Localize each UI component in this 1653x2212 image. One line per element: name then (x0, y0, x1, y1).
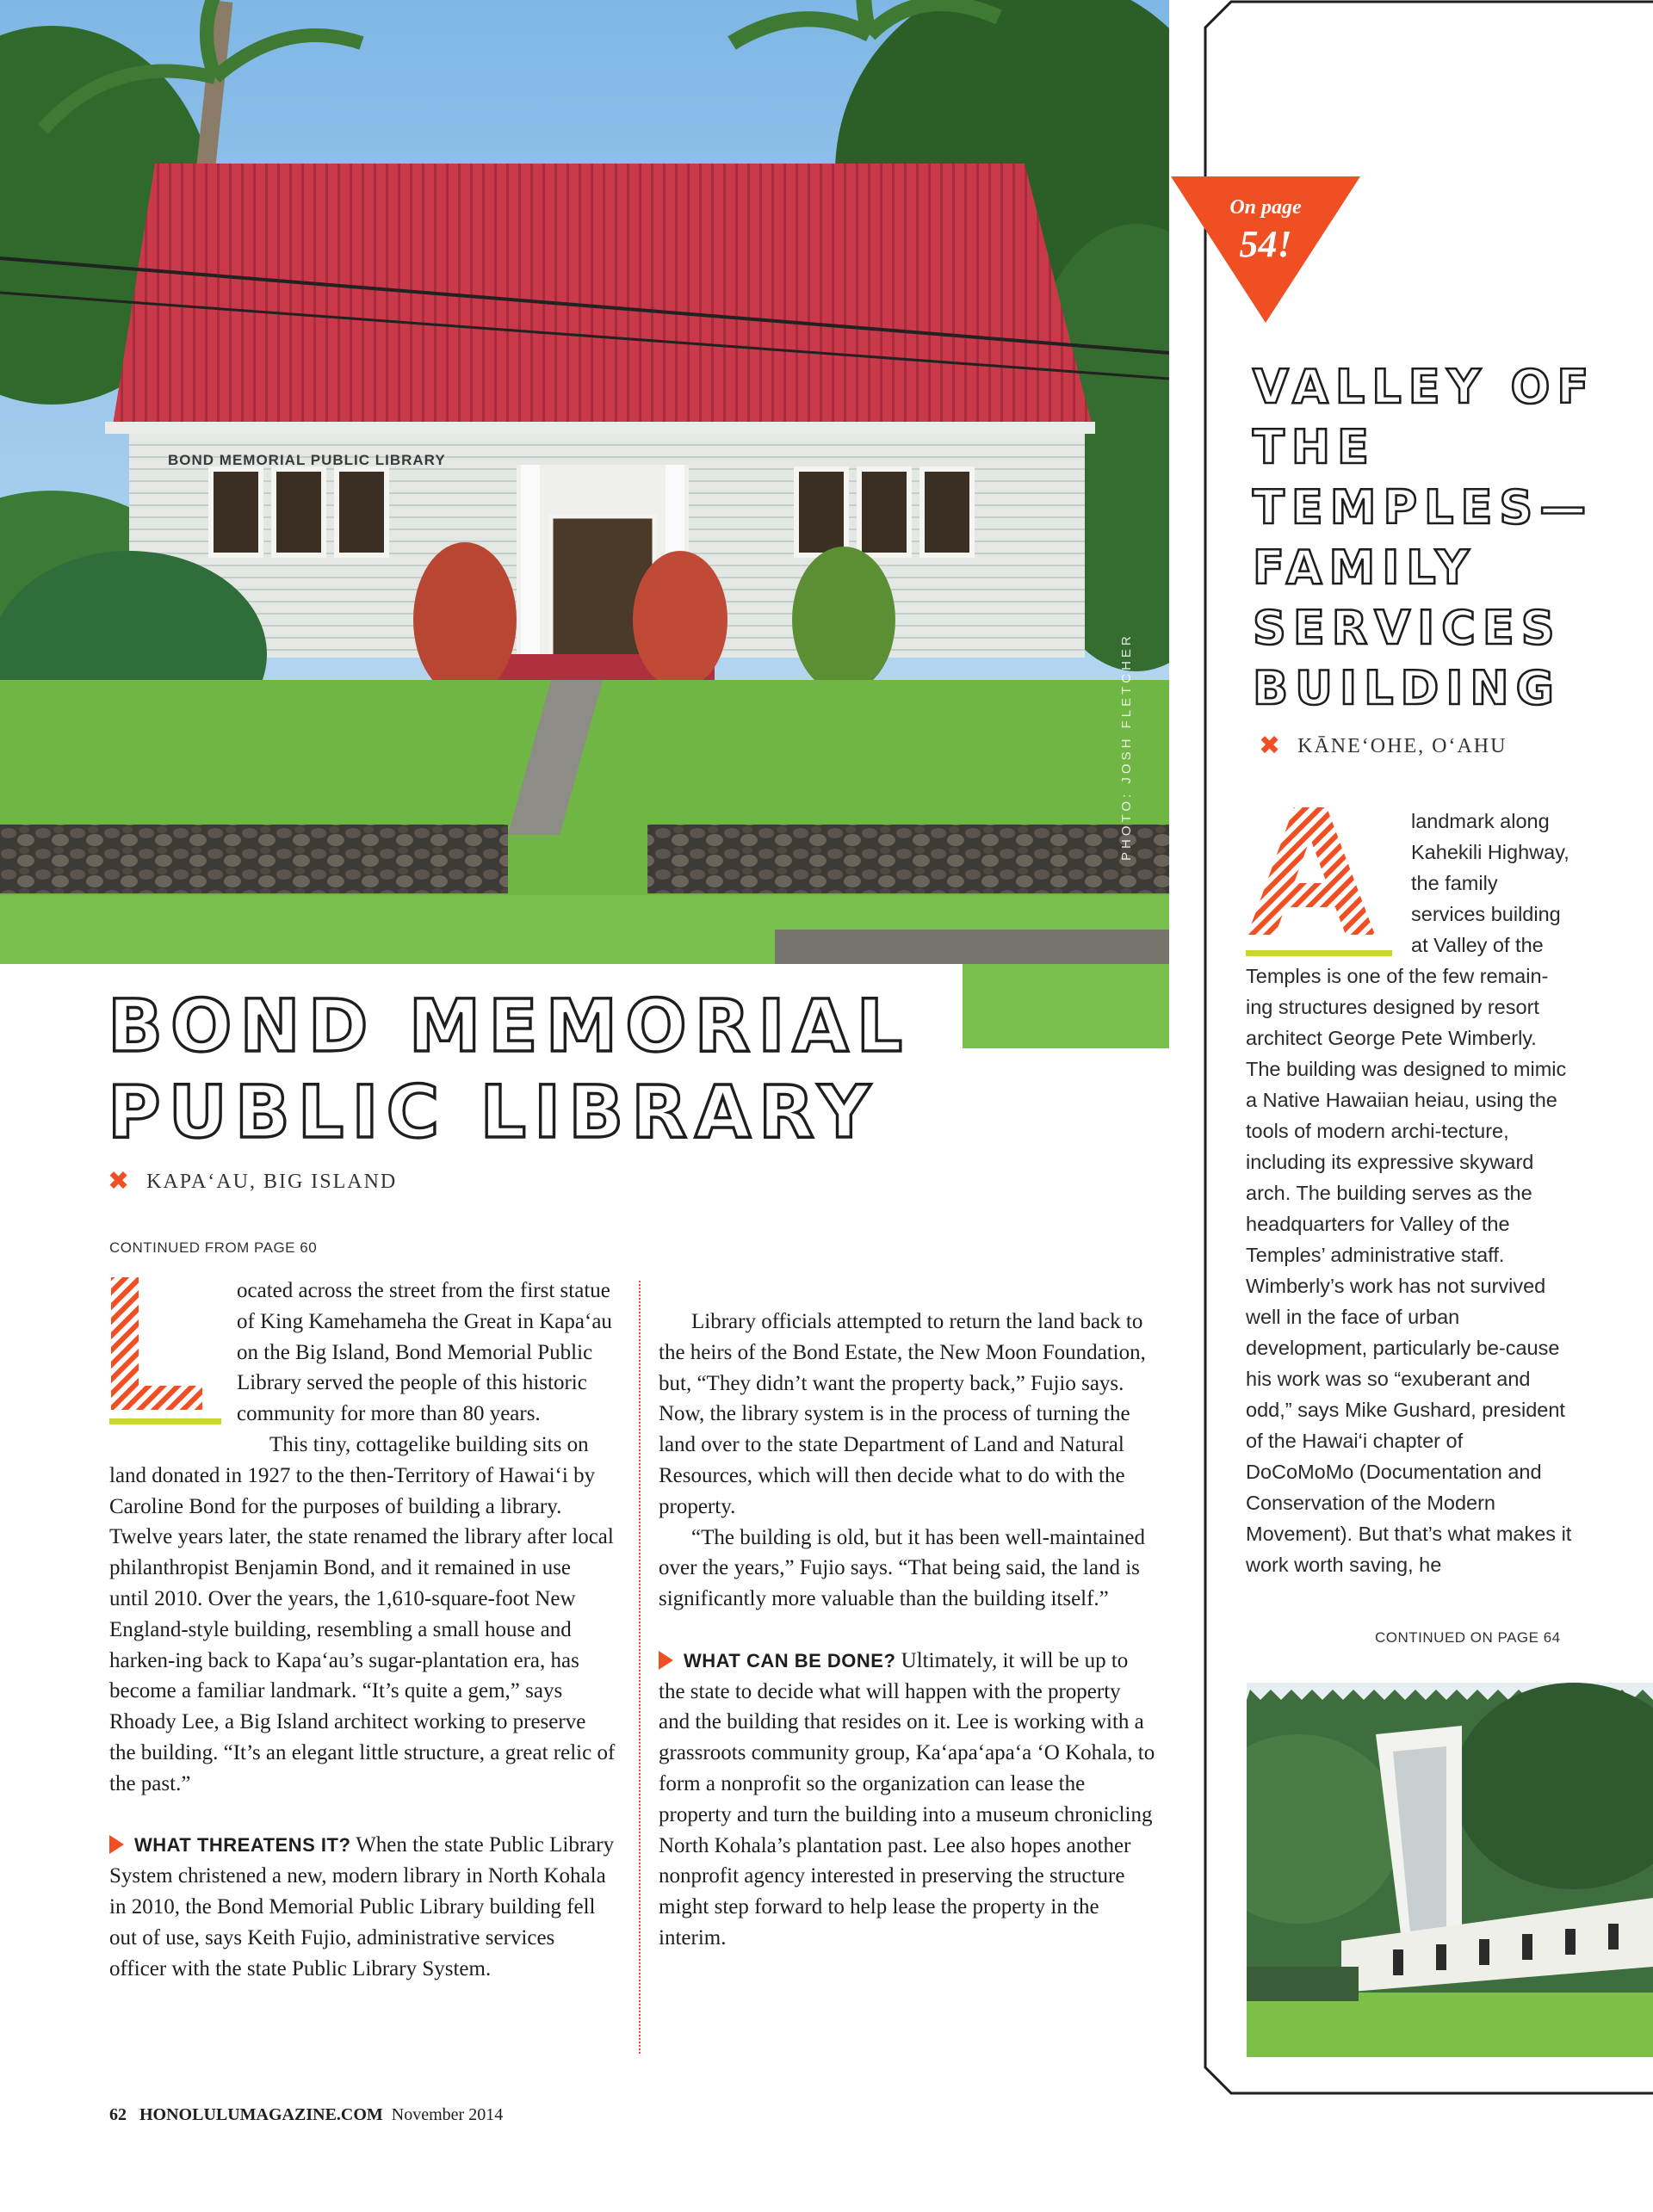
issue-date: November 2014 (391, 2105, 504, 2124)
action-paragraph (659, 1646, 1156, 1954)
x-mark-icon: ✖ (108, 1166, 130, 1196)
sidebar-location (1259, 733, 1507, 759)
photo-credit: PHOTO: JOSH FLETCHER (1119, 633, 1134, 861)
library-sign-text: BOND MEMORIAL PUBLIC LIBRARY (168, 452, 446, 468)
page-footer (109, 2105, 503, 2125)
title-line-1: BOND MEMORIAL (108, 984, 911, 1068)
drop-cap-underline (1246, 950, 1392, 956)
paragraph-1: ocated across the street from the first statue of King Kamehameha the Great in Kapa‘au on the Big Island, Bond Memorial Public Library served the people of this historic community for more than 80 years. (237, 1279, 612, 1426)
page-number: 62 (109, 2105, 127, 2124)
drop-cap-l (109, 1276, 221, 1432)
temples-building-photo (1247, 1683, 1653, 2057)
sidebar-paragraph: landmark along Kahekili Highway, the family services building at Valley of the Temples is one of the few remain-ing structures designed by resort architect George Pete Wimberly. The building was designed to mimic a Native Hawaiian heiau, using the tools of modern archi-tecture, including its expressive skyward arch. The building serves as the headquarters for Valley of the Temples’ administrative staff. Wimberly’s work has not survived well in the face of urban development, particularly be-cause his work was so “exuberant and odd,” says Mike Gushard, president of the Hawai‘i chapter of DoCoMoMo (Documentation and Conservation of the Modern Movement). But that’s what makes it work worth saving, he (1246, 810, 1572, 1576)
drop-cap-underline (109, 1418, 221, 1424)
paragraph-2: This tiny, cottagelike building sits on land donated in 1927 to the then-Territory of Hawai‘i by Caroline Bond for the purposes of building a library. Twelve years later, the state renamed the library after local philanthropist Benjamin Bond, and it remained in use until 2010. Over the years, the 1,610-square-foot New England-style building, resembling a small house and harken-ing back to Kapa‘au’s sugar-plantation era, has become a familiar landmark. “It’s quite a gem,” says Rhoady Lee, a Big Island architect working to preserve the building. “It’s an elegant little structure, a great relic of the past.” (109, 1432, 616, 1795)
threat-heading: WHAT THREATENS IT? (134, 1834, 351, 1857)
action-heading: WHAT CAN BE DONE? (684, 1649, 896, 1671)
article-column-1 (109, 1276, 616, 1984)
continued-on-note: CONTINUED ON PAGE 64 (1375, 1629, 1561, 1646)
badge-label: On page (1229, 196, 1302, 219)
article-location (108, 1166, 398, 1196)
article-column-2-content (659, 1307, 1156, 1954)
threat-text: When the state Public Library System christened a new, modern library in North Kohala in 2010, the Bond Memorial Public Library building fell out of use, says Keith Fujio, administrative services officer with the state Public Library System. (109, 1833, 615, 1980)
threat-paragraph (109, 1830, 616, 1984)
paragraph-3: Library officials attempted to return the land back to the heirs of the Bond Estate, the New Moon Foundation, but, “They didn’t want the property back,” Fujio says. Now, the library system is in the process of turning the land over to the state Department of Land and Natural Resources, which will then decide what to do with the property. (659, 1310, 1146, 1518)
site-name: HONOLULUMAGAZINE.COM (139, 2105, 383, 2124)
badge-page-number: 54! (1239, 223, 1292, 265)
library-photo (0, 0, 1169, 1048)
sidebar-title: VALLEY OF THE TEMPLES— FAMILY SERVICES BUILDING (1253, 360, 1596, 715)
sidebar-location-text: KĀNE‘OHE, O‘AHU (1297, 734, 1508, 757)
action-text: Ultimately, it will be up to the state to decide what will happen with the property and the building that resides on it. Lee is working with a grassroots community group, Ka‘apa‘apa‘a ‘O Kohala, to form a nonprofit so the organization can lease the property and turn the building into a museum chronicling North Kohala’s plantation past. Lee also hopes another nonprofit agency interested in preserving the structure might step forward to help lease the property in the interim. (659, 1648, 1155, 1949)
title-line-2: PUBLIC LIBRARY (108, 1070, 878, 1154)
drop-cap-a (1246, 806, 1401, 961)
paragraph-4: “The building is old, but it has been well-maintained over the years,” Fujio says. “That being said, the land is significantly more valuable than the building itself.” (659, 1525, 1145, 1611)
x-mark-icon: ✖ (1259, 731, 1281, 761)
play-triangle-icon (659, 1651, 673, 1670)
sidebar-body (1246, 806, 1573, 1580)
article-title (108, 983, 969, 1155)
column-divider (639, 1281, 641, 2054)
location-text: KAPA‘AU, BIG ISLAND (146, 1170, 398, 1193)
play-triangle-icon (109, 1835, 124, 1854)
continued-from-note: CONTINUED FROM PAGE 60 (109, 1239, 318, 1256)
